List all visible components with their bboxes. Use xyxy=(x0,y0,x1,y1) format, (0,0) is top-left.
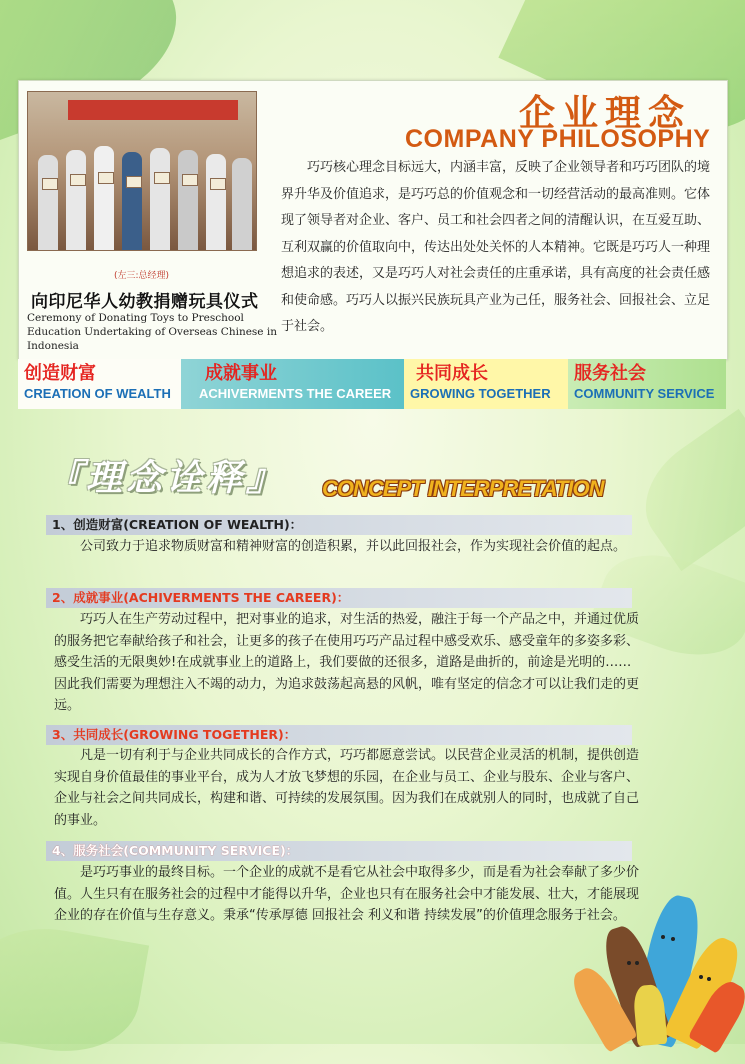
ceremony-photo xyxy=(27,91,257,251)
section-heading-text: 1、创造财富(CREATION OF WEALTH)： xyxy=(52,517,303,532)
section-body-4: 是巧巧事业的最终目标。一个企业的成就不是看它从社会中取得多少，而是看为社会奉献了多少价值。人生只有在服务社会的过程中才能得以升华，企业也只有在服务社会中才能发展、壮大，才能展现企业的存在价值与生存意义。秉承“传承厚德 回报社会 利义和谐 持续发展”的价值理念服务于社会。 xyxy=(54,865,640,923)
section-body-1: 公司致力于追求物质财富和精神财富的创造积累，并以此回报社会，作为实现社会价值的起点。 xyxy=(80,539,627,554)
section-heading-2 xyxy=(46,588,632,608)
value-achievements-career xyxy=(181,359,404,409)
concept-title-english: CONCEPT INTERPRETATION xyxy=(322,476,604,501)
value-label-en: COMMUNITY SERVICE xyxy=(574,386,715,401)
leaf-decoration xyxy=(0,916,149,1064)
section-body-3: 凡是一切有利于与企业共同成长的合作方式，巧巧都愿意尝试。以民营企业灵活的机制，提供创造实现自身价值最佳的事业平台，成为人才放飞梦想的乐园，在企业与员工、企业与股东、企业与客户、企业与社会之间共同成长，构建和谐、可持续的发展氛围。因为我们在成就别人的同时，也成就了自己的事业。 xyxy=(54,748,640,828)
section-heading-1 xyxy=(46,515,632,535)
value-label-cn: 创造财富 xyxy=(24,363,96,384)
leaf-decoration xyxy=(624,409,745,571)
value-label-en: ACHIVERMENTS THE CAREER xyxy=(199,386,392,401)
section-heading-text: 4、服务社会(COMMUNITY SERVICE)： xyxy=(52,843,299,858)
photo-caption-english: Ceremony of Donating Toys to Preschool Education Undertaking of Overseas Chinese in Indonesia xyxy=(27,312,277,352)
philosophy-title-english: COMPANY PHILOSOPHY xyxy=(405,125,711,153)
value-creation-of-wealth xyxy=(18,359,181,409)
value-label-cn: 共同成长 xyxy=(416,363,488,384)
section-heading-4 xyxy=(46,841,632,861)
value-community-service xyxy=(568,359,726,409)
photo-caption-note: (左三:总经理) xyxy=(114,271,170,281)
philosophy-panel xyxy=(18,80,728,360)
philosophy-text: 巧巧核心理念目标远大，内涵丰富，反映了企业领导者和巧巧团队的境界升华及价值追求，是巧巧总的价值观念和一切经营活动的最高准则。它体现了领导者对企业、客户、员工和社会四者之间的清醒认识，在互爱互助、互利双赢的价值取向中，传达出处处关怀的人本精神。它既是巧巧人一种理想追求的表述，又是巧巧人对社会责任的庄重承诺，具有高度的社会责任感和使命感。巧巧人以振兴民族玩具产业为己任，服务社会、回报社会、立足于社会。 xyxy=(281,160,711,334)
value-label-cn: 服务社会 xyxy=(574,363,646,384)
photo-banner xyxy=(68,100,238,120)
value-label-en: GROWING TOGETHER xyxy=(410,386,551,401)
value-growing-together xyxy=(404,359,568,409)
values-strip xyxy=(18,359,726,409)
photo-caption-chinese: 向印尼华人幼教捐赠玩具仪式 xyxy=(31,292,259,312)
value-label-en: CREATION OF WEALTH xyxy=(24,386,171,401)
section-body-2: 巧巧人在生产劳动过程中，把对事业的追求，对生活的热爱，融注于每一个产品之中，并通过优质的服务把它奉献给孩子和社会，让更多的孩子在使用巧巧产品过程中感受欢乐、感受童年的多姿多彩、感受生活的无限奥妙!在成就事业上的道路上，我们要做的还很多，道路是曲折的，前途是光明的……因此我们需要为理想注入不竭的动力，为追求鼓荡起高悬的风帆，唯有坚定的信念才可以让我们走的更远。 xyxy=(54,612,640,713)
concept-title-chinese: 『理念诠释』 xyxy=(46,457,287,499)
hands-illustration xyxy=(575,895,745,1044)
section-heading-text: 3、共同成长(GROWING TOGETHER)： xyxy=(52,727,297,742)
section-heading-text: 2、成就事业(ACHIVERMENTS THE CAREER)： xyxy=(52,590,350,605)
philosophy-title-chinese: 企业理念 xyxy=(519,92,692,134)
section-heading-3 xyxy=(46,725,632,745)
value-label-cn: 成就事业 xyxy=(205,363,277,384)
